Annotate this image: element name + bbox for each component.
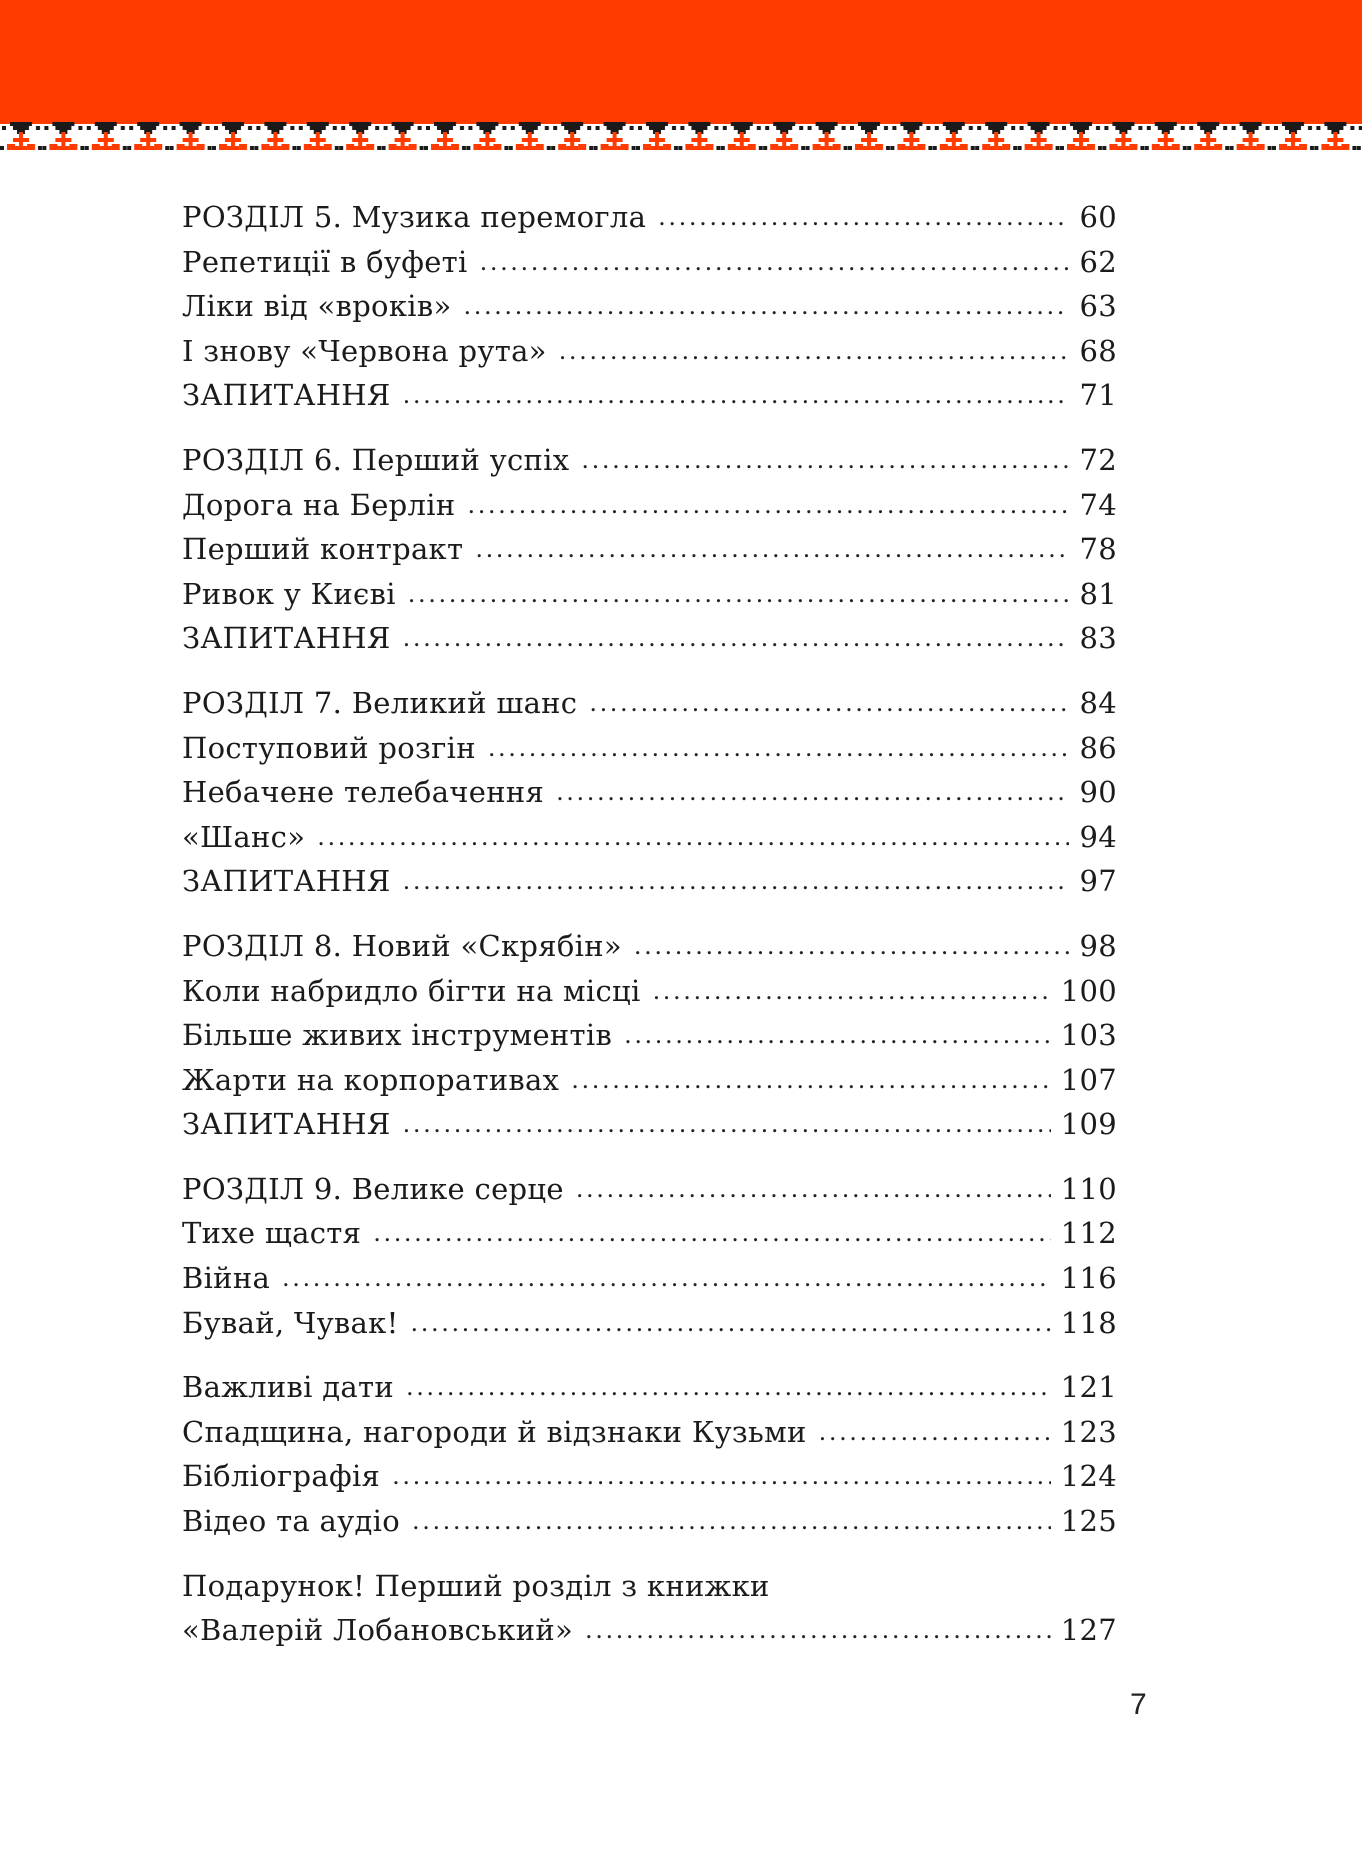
dot-leader xyxy=(475,530,1069,564)
toc-entry[interactable] xyxy=(182,929,1117,974)
dot-leader xyxy=(282,1259,1051,1293)
toc-section-appendix xyxy=(182,1370,1117,1548)
toc-entry-title: ЗАПИТАННЯ xyxy=(182,378,391,413)
dot-leader xyxy=(403,619,1070,653)
toc-entry[interactable] xyxy=(182,864,1117,909)
toc-entry[interactable] xyxy=(182,334,1117,379)
page-number: 7 xyxy=(1130,1688,1147,1721)
dot-leader xyxy=(556,773,1069,807)
toc-entry-page: 98 xyxy=(1079,928,1117,963)
toc-entry-page: 74 xyxy=(1079,487,1117,522)
toc-entry-page: 71 xyxy=(1079,378,1117,413)
dot-leader xyxy=(412,1502,1051,1536)
toc-entry-title: Важливі дати xyxy=(182,1370,394,1405)
toc-entry[interactable] xyxy=(182,1063,1117,1108)
toc-entry-title: Репетиції в буфеті xyxy=(182,244,468,279)
toc-entry[interactable] xyxy=(182,686,1117,731)
toc-section-chapter-9 xyxy=(182,1172,1117,1350)
dot-leader xyxy=(658,198,1069,232)
toc-entry-page: 100 xyxy=(1060,973,1117,1008)
toc-entry-title: Коли набридло бігти на місці xyxy=(182,973,641,1008)
toc-entry[interactable] xyxy=(182,245,1117,290)
toc-entry[interactable] xyxy=(182,1172,1117,1217)
dot-leader xyxy=(576,1170,1051,1204)
toc-entry-title: РОЗДІЛ 6. Перший успіх xyxy=(182,442,570,477)
toc-entry[interactable] xyxy=(182,1370,1117,1415)
toc-section-chapter-7 xyxy=(182,686,1117,909)
dot-leader xyxy=(403,862,1070,896)
embroidery-border-icon xyxy=(0,118,1362,160)
toc-entry-title: Дорога на Берлін xyxy=(182,487,456,522)
toc-section-gift xyxy=(182,1569,1117,1658)
toc-entry-page: 81 xyxy=(1079,576,1117,611)
toc-entry-page: 103 xyxy=(1060,1018,1117,1053)
table-of-contents xyxy=(182,200,1117,1678)
toc-entry[interactable] xyxy=(182,1306,1117,1351)
dot-leader xyxy=(624,1016,1051,1050)
toc-entry-title: Тихе щастя xyxy=(182,1216,362,1251)
dot-leader xyxy=(463,287,1069,321)
toc-entry[interactable] xyxy=(182,289,1117,334)
toc-entry[interactable] xyxy=(182,974,1117,1019)
dot-leader xyxy=(581,441,1069,475)
dot-leader xyxy=(373,1214,1050,1248)
toc-entry-title: Бібліографія xyxy=(182,1459,381,1494)
toc-entry[interactable] xyxy=(182,1261,1117,1306)
toc-entry[interactable] xyxy=(182,488,1117,533)
toc-entry-title: «Валерій Лобановський» xyxy=(182,1613,573,1648)
dot-leader xyxy=(571,1061,1050,1095)
toc-entry-page: 118 xyxy=(1060,1305,1117,1340)
toc-entry-title: Спадщина, нагороди й відзнаки Кузьми xyxy=(182,1414,807,1449)
toc-entry-title: ЗАПИТАННЯ xyxy=(182,864,391,899)
toc-entry-page: 83 xyxy=(1079,621,1117,656)
toc-entry-title: Жарти на корпоративах xyxy=(182,1062,560,1097)
toc-entry-page: 121 xyxy=(1060,1370,1117,1405)
toc-entry-page: 125 xyxy=(1060,1504,1117,1539)
toc-entry-page: 116 xyxy=(1060,1261,1117,1296)
toc-entry-title: І знову «Червона рута» xyxy=(182,333,547,368)
toc-entry-page: 127 xyxy=(1060,1613,1117,1648)
toc-entry-title: Небачене телебачення xyxy=(182,775,545,810)
toc-entry[interactable] xyxy=(182,1216,1117,1261)
toc-entry[interactable] xyxy=(182,577,1117,622)
toc-entry-page: 112 xyxy=(1060,1216,1117,1251)
toc-entry-title: РОЗДІЛ 8. Новий «Скрябін» xyxy=(182,928,622,963)
toc-entry-title: РОЗДІЛ 7. Великий шанс xyxy=(182,685,578,720)
dot-leader xyxy=(408,575,1070,609)
toc-section-chapter-5 xyxy=(182,200,1117,423)
toc-entry-title: Бувай, Чувак! xyxy=(182,1305,399,1340)
dot-leader xyxy=(653,972,1051,1006)
toc-entry-page: 123 xyxy=(1060,1414,1117,1449)
toc-entry-title: Ліки від «вроків» xyxy=(182,289,452,324)
toc-entry-page: 124 xyxy=(1060,1459,1117,1494)
toc-entry[interactable] xyxy=(182,1504,1117,1549)
toc-entry-page: 72 xyxy=(1079,442,1117,477)
toc-entry-title: «Шанс» xyxy=(182,819,306,854)
toc-entry[interactable] xyxy=(182,378,1117,423)
dot-leader xyxy=(406,1368,1051,1402)
toc-entry-page: 86 xyxy=(1079,730,1117,765)
toc-entry-title: Війна xyxy=(182,1261,271,1296)
dot-leader xyxy=(467,486,1069,520)
toc-entry[interactable] xyxy=(182,1018,1117,1063)
toc-entry-page: 97 xyxy=(1079,864,1117,899)
toc-entry[interactable] xyxy=(182,820,1117,865)
dot-leader xyxy=(819,1413,1051,1447)
toc-entry[interactable] xyxy=(182,443,1117,488)
dot-leader xyxy=(403,1105,1051,1139)
toc-entry-title: Ривок у Києві xyxy=(182,576,396,611)
toc-entry[interactable] xyxy=(182,731,1117,776)
toc-entry[interactable] xyxy=(182,532,1117,577)
toc-entry-title: ЗАПИТАННЯ xyxy=(182,621,391,656)
toc-entry[interactable] xyxy=(182,621,1117,666)
toc-section-chapter-6 xyxy=(182,443,1117,666)
dot-leader xyxy=(403,376,1070,410)
toc-entry-page: 107 xyxy=(1060,1062,1117,1097)
header-color-bar xyxy=(0,0,1362,124)
toc-entry-title: РОЗДІЛ 5. Музика перемогла xyxy=(182,200,647,234)
toc-entry-page: 109 xyxy=(1060,1107,1117,1142)
toc-entry-title: Поступовий розгін xyxy=(182,730,476,765)
toc-entry-page: 110 xyxy=(1060,1171,1117,1206)
dot-leader xyxy=(480,243,1070,277)
toc-gift-line: Подарунок! Перший розділ з книжки xyxy=(182,1568,770,1603)
toc-entry-page: 62 xyxy=(1079,244,1117,279)
dot-leader xyxy=(585,1611,1051,1645)
toc-entry[interactable] xyxy=(182,1613,1117,1658)
toc-entry[interactable] xyxy=(182,200,1117,245)
toc-entry-page: 60 xyxy=(1079,200,1117,234)
dot-leader xyxy=(589,684,1069,718)
dot-leader xyxy=(392,1457,1051,1491)
dot-leader xyxy=(411,1304,1051,1338)
toc-entry-page: 63 xyxy=(1079,289,1117,324)
toc-section-chapter-8 xyxy=(182,929,1117,1152)
toc-entry-title: РОЗДІЛ 9. Велике серце xyxy=(182,1171,564,1206)
toc-entry-title: Відео та аудіо xyxy=(182,1504,400,1539)
dot-leader xyxy=(488,729,1070,763)
toc-entry[interactable] xyxy=(182,1415,1117,1460)
toc-entry-title: Більше живих інструментів xyxy=(182,1018,613,1053)
dot-leader xyxy=(317,818,1069,852)
toc-entry-page: 68 xyxy=(1079,333,1117,368)
toc-entry-title: ЗАПИТАННЯ xyxy=(182,1107,391,1142)
dot-leader xyxy=(559,332,1070,366)
toc-entry-page: 78 xyxy=(1079,532,1117,567)
toc-entry-title: Перший контракт xyxy=(182,532,464,567)
toc-entry[interactable] xyxy=(182,1107,1117,1152)
toc-entry-page: 84 xyxy=(1079,685,1117,720)
toc-entry-page: 94 xyxy=(1079,819,1117,854)
toc-entry[interactable] xyxy=(182,1459,1117,1504)
toc-entry-page: 90 xyxy=(1079,775,1117,810)
toc-entry[interactable] xyxy=(182,775,1117,820)
dot-leader xyxy=(634,927,1070,961)
